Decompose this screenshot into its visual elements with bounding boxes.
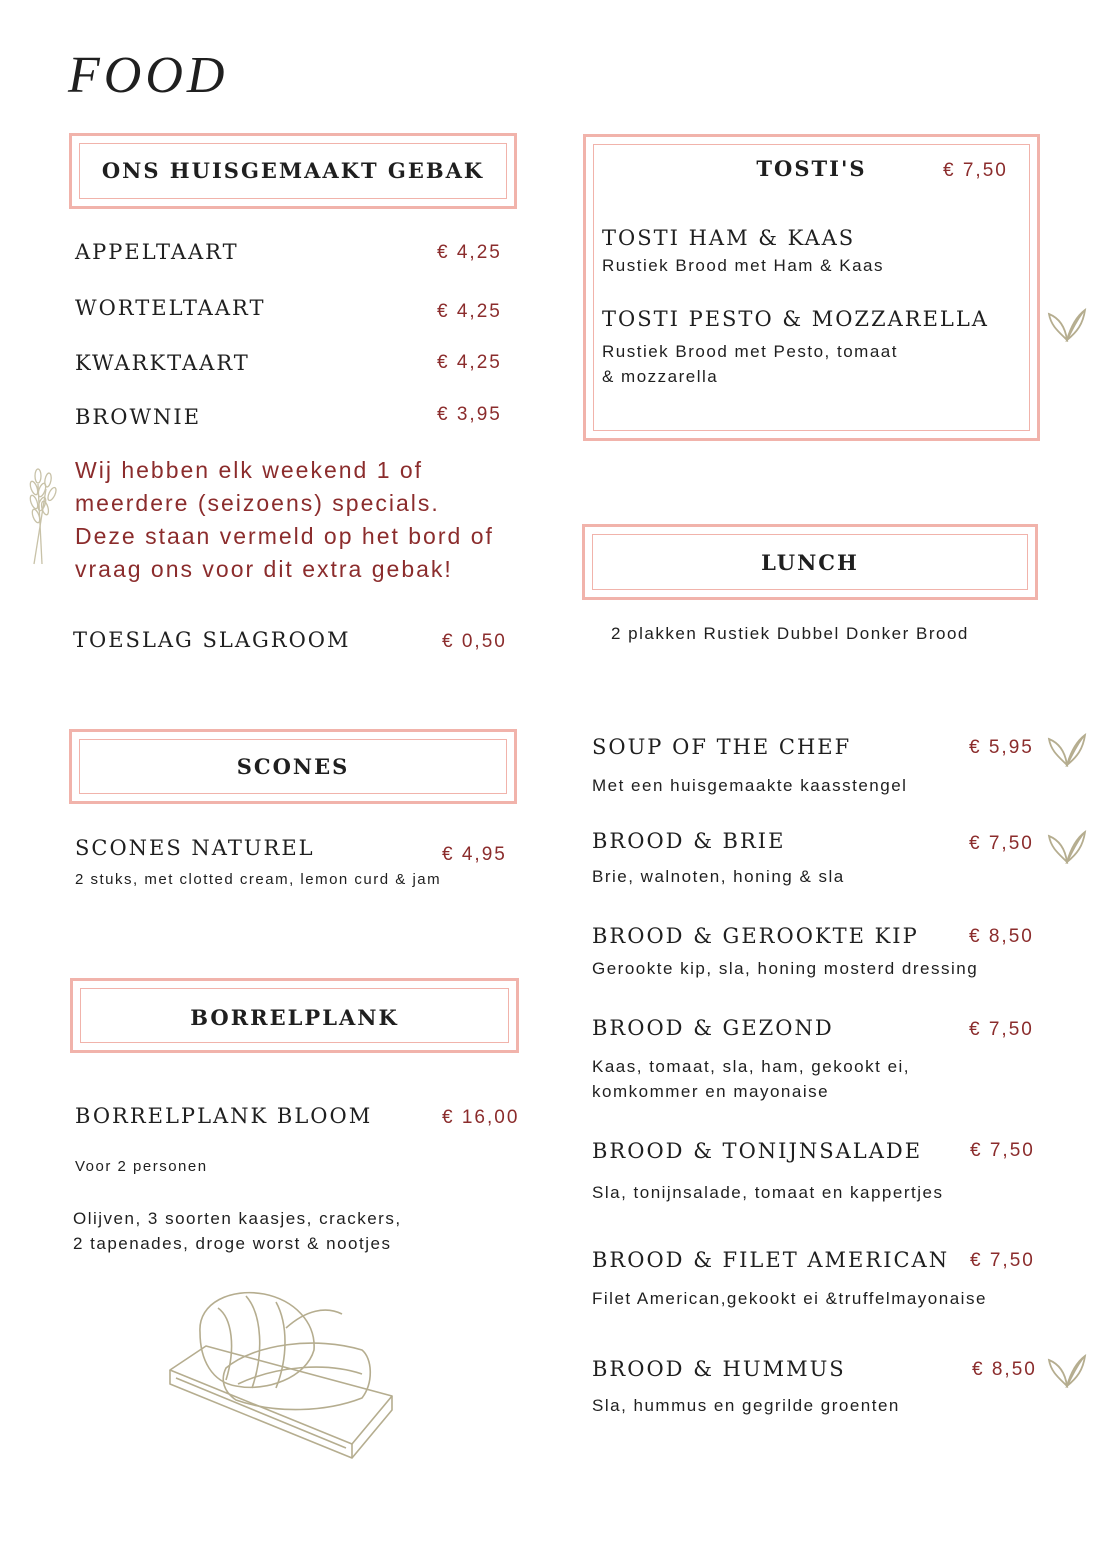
lunch-item-brie: BROOD & BRIE: [592, 829, 786, 853]
lunch-price-hummus: € 8,50: [972, 1359, 1037, 1380]
lunch-desc-filet-american: Filet American,gekookt ei &truffelmayonaise: [592, 1289, 987, 1308]
lunch-desc-soup: Met een huisgemaakte kaasstengel: [592, 776, 908, 795]
scones-heading-box: [69, 729, 517, 804]
gebak-price-brownie: € 3,95: [437, 404, 502, 425]
lunch-desc-line: Kaas, tomaat, sla, ham, gekookt ei,: [592, 1057, 911, 1076]
gebak-heading: ONS HUISGEMAAKT GEBAK: [101, 158, 485, 183]
lunch-item-soup: SOUP OF THE CHEF: [592, 735, 852, 759]
borrelplank-desc-line: 2 tapenades, droge worst & nootjes: [73, 1234, 392, 1253]
scones-heading: SCONES: [236, 754, 350, 779]
lunch-price-soup: € 5,95: [969, 737, 1034, 758]
lunch-desc-hummus: Sla, hummus en gegrilde groenten: [592, 1396, 900, 1415]
scones-desc: 2 stuks, met clotted cream, lemon curd & jam: [75, 871, 442, 888]
toeslag-item: TOESLAG SLAGROOM: [73, 628, 351, 652]
borrelplank-desc-line: Olijven, 3 soorten kaasjes, crackers,: [73, 1209, 402, 1228]
lunch-price-filet-american: € 7,50: [970, 1250, 1035, 1271]
toeslag-price: € 0,50: [442, 631, 507, 652]
lunch-item-gezond: BROOD & GEZOND: [592, 1016, 834, 1040]
tosti-desc-pesto-mozzarella: [602, 339, 898, 389]
scones-price: € 4,95: [442, 844, 507, 865]
lunch-desc-kip: Gerookte kip, sla, honing mosterd dressing: [592, 959, 979, 978]
lunch-desc-brie: Brie, walnoten, honing & sla: [592, 867, 845, 886]
lunch-price-tonijnsalade: € 7,50: [970, 1140, 1035, 1161]
borrelplank-desc: [73, 1206, 402, 1256]
lunch-item-tonijnsalade: BROOD & TONIJNSALADE: [592, 1139, 923, 1163]
lunch-subtitle: 2 plakken Rustiek Dubbel Donker Brood: [611, 624, 969, 643]
lunch-heading: LUNCH: [761, 550, 859, 575]
lunch-price-gezond: € 7,50: [969, 1019, 1034, 1040]
gebak-item-appeltaart: APPELTAART: [75, 240, 239, 264]
gebak-heading-box: [69, 133, 517, 209]
wheat-icon: [18, 464, 64, 570]
lunch-desc-line: komkommer en mayonaise: [592, 1082, 830, 1101]
lunch-desc-gezond: [592, 1054, 910, 1104]
borrelplank-heading: BORRELPLANK: [190, 1005, 399, 1030]
tosti-item-ham-kaas: TOSTI HAM & KAAS: [602, 226, 856, 250]
borrelplank-price: € 16,00: [442, 1107, 520, 1128]
gebak-price-appeltaart: € 4,25: [437, 242, 502, 263]
borrelplank-item: BORRELPLANK BLOOM: [75, 1104, 373, 1128]
lunch-item-kip: BROOD & GEROOKTE KIP: [592, 924, 919, 948]
gebak-item-brownie: BROWNIE: [75, 405, 202, 429]
tosti-desc-line: & mozzarella: [602, 367, 719, 386]
lunch-heading-box: [582, 524, 1038, 600]
lunch-price-kip: € 8,50: [969, 926, 1034, 947]
leaf-icon: [1047, 306, 1087, 342]
specials-note-line: vraag ons voor dit extra gebak!: [75, 556, 453, 582]
scones-item: SCONES NATUREL: [75, 836, 315, 860]
borrelplank-heading-box: [70, 978, 519, 1053]
specials-note: [75, 454, 545, 586]
tosti-price: € 7,50: [943, 160, 1008, 181]
tosti-item-pesto-mozzarella: TOSTI PESTO & MOZZARELLA: [602, 307, 989, 331]
gebak-price-worteltaart: € 4,25: [437, 301, 502, 322]
page-title: FOOD: [68, 47, 229, 104]
lunch-desc-tonijnsalade: Sla, tonijnsalade, tomaat en kappertjes: [592, 1183, 944, 1202]
tosti-heading: TOSTI'S: [756, 156, 867, 181]
specials-note-line: Deze staan vermeld op het bord of: [75, 523, 494, 549]
bread-board-icon: [166, 1288, 398, 1482]
gebak-item-worteltaart: WORTELTAART: [75, 296, 266, 320]
borrelplank-persons: Voor 2 personen: [75, 1158, 208, 1175]
leaf-icon: [1047, 731, 1087, 767]
specials-note-line: meerdere (seizoens) specials.: [75, 490, 440, 516]
leaf-icon: [1047, 828, 1087, 864]
lunch-price-brie: € 7,50: [969, 833, 1034, 854]
tosti-desc-ham-kaas: [602, 253, 884, 278]
tosti-desc-line: Rustiek Brood met Pesto, tomaat: [602, 342, 898, 361]
leaf-icon: [1047, 1352, 1087, 1388]
gebak-item-kwarktaart: KWARKTAART: [75, 351, 250, 375]
specials-note-line: Wij hebben elk weekend 1 of: [75, 457, 424, 483]
lunch-item-hummus: BROOD & HUMMUS: [592, 1357, 846, 1381]
gebak-price-kwarktaart: € 4,25: [437, 352, 502, 373]
lunch-item-filet-american: BROOD & FILET AMERICAN: [592, 1248, 950, 1272]
tosti-desc-line: Rustiek Brood met Ham & Kaas: [602, 256, 884, 275]
